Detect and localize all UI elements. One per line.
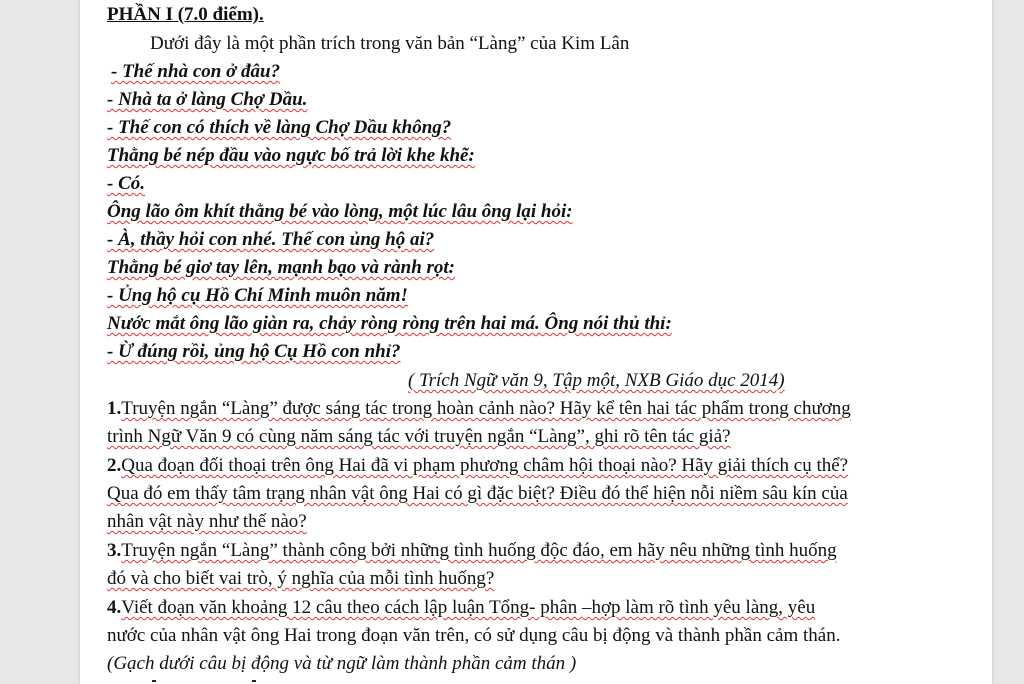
excerpt-line: - Thế nhà con ở đâu? [111,61,281,82]
intro-text: Dưới đây là một phần trích trong văn bản “Làng” của Kim Lân [150,33,630,54]
excerpt-line: - Có. [107,173,145,194]
excerpt-line: Thằng bé nép đầu vào ngực bố trả lời khe khẽ: [107,145,475,166]
question-number: 1. [107,398,122,419]
question-text: Qua đoạn đối thoại trên ông Hai đã vi phạm phương châm hội thoại nào? Hãy giải thích cụ thể? [121,455,849,476]
document-page[interactable] [80,0,992,684]
question-2 [107,454,848,478]
question-number: 2. [107,455,122,476]
question-1-continued: trình Ngữ Văn 9 có cùng năm sáng tác với truyện ngắn “Làng”, ghi rõ tên tác giả? [107,426,731,447]
question-3 [107,539,837,563]
excerpt-line: - Ủng hộ cụ Hồ Chí Minh muôn năm! [107,285,408,306]
question-text: Viết đoạn văn khoảng 12 câu theo cách lập luận Tổng- phân –hợp làm rõ tình yêu làng, yêu [121,597,816,618]
question-text: Truyện ngắn “Làng” được sáng tác trong hoàn cảnh nào? Hãy kể tên hai tác phẩm trong chương [121,398,851,419]
question-number: 3. [107,540,122,561]
instruction-note: (Gạch dưới câu bị động và từ ngữ làm thành phần cảm thán ) [107,653,577,674]
question-3-continued: đó và cho biết vai trò, ý nghĩa của mỗi tình huống? [107,568,495,589]
question-4 [107,596,815,620]
question-number: 4. [107,597,122,618]
excerpt-line: - Ừ đúng rồi, ủng hộ Cụ Hồ con nhỉ? [107,341,401,362]
cut-off-text-fragment [252,680,256,682]
question-2-continued: Qua đó em thấy tâm trạng nhân vật ông Hai có gì đặc biệt? Điều đó thể hiện nỗi niềm sâu kín của [107,483,848,504]
question-1 [107,397,851,421]
cut-off-text-fragment [152,680,156,682]
excerpt-line: Ông lão ôm khít thằng bé vào lòng, một lúc lâu ông lại hỏi: [107,201,573,222]
excerpt-line: - Thế con có thích về làng Chợ Dầu không? [107,117,452,138]
excerpt-line: - Nhà ta ở làng Chợ Dầu. [107,89,308,110]
source-citation: ( Trích Ngữ văn 9, Tập một, NXB Giáo dục 2014) [408,370,785,391]
excerpt-line: Nước mắt ông lão giàn ra, chảy ròng ròng trên hai má. Ông nói thủ thỉ: [107,313,672,334]
excerpt-line: Thằng bé giơ tay lên, mạnh bạo và rành rọt: [107,257,456,278]
question-2-continued: nhân vật này như thế nào? [107,511,307,532]
excerpt-line: - À, thầy hỏi con nhé. Thế con ủng hộ ai? [107,229,435,250]
question-text: Truyện ngắn “Làng” thành công bởi những tình huống độc đáo, em hãy nêu những tình huống [121,540,837,561]
question-4-continued: nước của nhân vật ông Hai trong đoạn văn trên, có sử dụng câu bị động và thành phần cảm thán. [107,625,841,646]
section-heading: PHẦN I (7.0 điểm). [107,4,264,25]
